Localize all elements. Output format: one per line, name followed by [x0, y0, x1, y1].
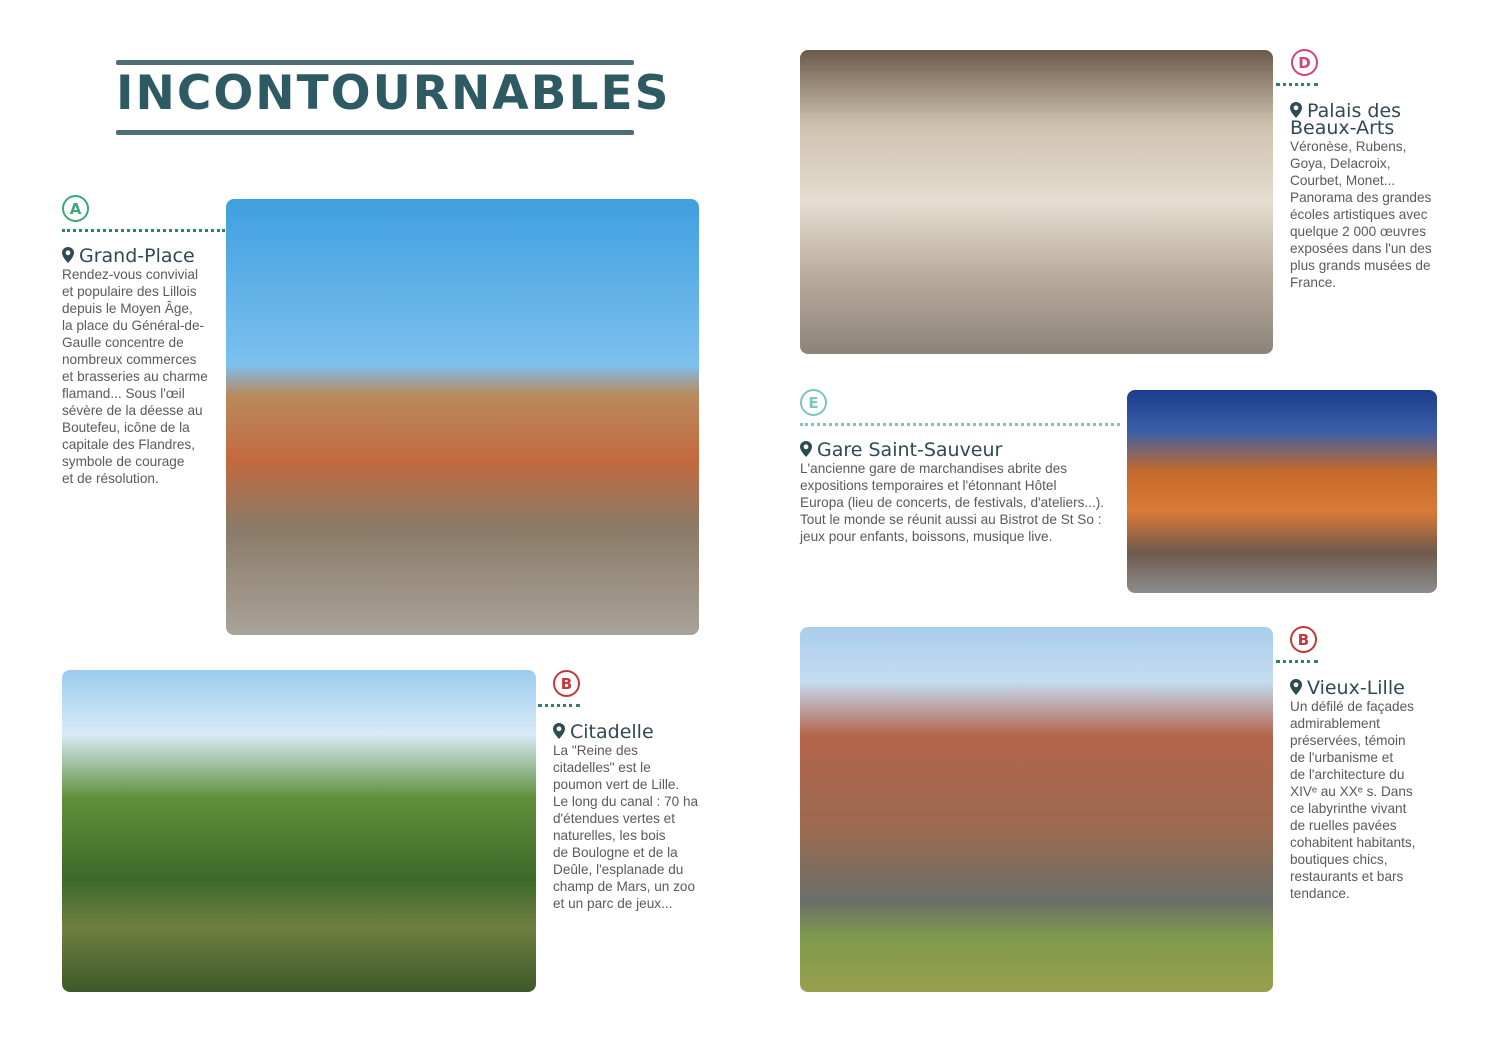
description-line: flamand... Sous l'œil [62, 386, 185, 401]
map-pin-icon [1290, 679, 1302, 695]
dotted-divider [1276, 660, 1318, 663]
map-pin-icon [553, 723, 565, 739]
sight-name: Vieux-Lille [1307, 677, 1405, 699]
description-line: France. [1290, 275, 1337, 290]
photo-grand-place [226, 199, 699, 635]
description-line: Panorama des grandes [1290, 190, 1432, 205]
title-rule-top [116, 60, 634, 65]
description-line: poumon vert de Lille. [553, 777, 680, 792]
sight-desc-palais [1290, 138, 1432, 291]
description-line: Europa (lieu de concerts, de festivals, d'ateliers...). [800, 495, 1105, 510]
dotted-divider [538, 704, 580, 707]
sight-desc-gare [800, 460, 1104, 545]
description-line: préservées, témoin [1290, 733, 1406, 748]
dotted-divider [800, 423, 1120, 426]
description-line: Deûle, l'esplanade du [553, 862, 684, 877]
description-line: capitale des Flandres, [62, 437, 195, 452]
description-line: plus grands musées de [1290, 258, 1431, 273]
description-line: sévère de la déesse au [62, 403, 203, 418]
description-line: et de résolution. [62, 471, 159, 486]
description-line: de l'urbanisme et [1290, 750, 1394, 765]
description-line: naturelles, les bois [553, 828, 666, 843]
description-line: nombreux commerces [62, 352, 197, 367]
description-line: jeux pour enfants, boissons, musique live. [800, 529, 1053, 544]
description-line: écoles artistiques avec [1290, 207, 1428, 222]
badge-e: E [800, 389, 827, 416]
description-line: Gaulle concentre de [62, 335, 184, 350]
description-line: Le long du canal : 70 ha [553, 794, 699, 809]
description-line: Un défilé de façades [1290, 699, 1414, 714]
description-line: boutiques chics, [1290, 852, 1388, 867]
description-line: quelque 2 000 œuvres [1290, 224, 1427, 239]
description-line: Rendez-vous convivial [62, 267, 199, 282]
description-line: Tout le monde se réunit aussi au Bistrot de St So : [800, 512, 1102, 527]
description-line: exposées dans l'un des [1290, 241, 1432, 256]
description-line: La "Reine des [553, 743, 638, 758]
description-line: de Boulogne et de la [553, 845, 678, 860]
sight-name: Grand-Place [79, 245, 195, 267]
description-line: tendance. [1290, 886, 1350, 901]
description-line: d'étendues vertes et [553, 811, 675, 826]
sight-title-grand-place [62, 247, 195, 265]
description-line: XIVᵉ au XXᵉ s. Dans [1290, 784, 1413, 799]
badge-b: B [1290, 626, 1317, 653]
badge-a: A [62, 195, 89, 222]
description-line: champ de Mars, un zoo [553, 879, 696, 894]
sight-name: Gare Saint-Sauveur [817, 439, 1003, 461]
badge-b: B [553, 670, 580, 697]
page-title: INCONTOURNABLES [116, 66, 671, 121]
sight-name-line: Palais des [1307, 100, 1402, 122]
sight-name: Citadelle [570, 721, 654, 743]
description-line: admirablement [1290, 716, 1380, 731]
description-line: Boutefeu, icône de la [62, 420, 190, 435]
dotted-divider [1276, 83, 1318, 86]
sight-desc-citadelle [553, 742, 698, 912]
title-rule-bottom [116, 130, 634, 135]
description-line: citadelles" est le [553, 760, 651, 775]
sight-name-line: Beaux-Arts [1290, 117, 1395, 139]
description-line: depuis le Moyen Âge, [62, 301, 193, 316]
map-pin-icon [62, 247, 74, 263]
description-line: et populaire des Lillois [62, 284, 197, 299]
map-pin-icon [800, 441, 812, 457]
description-line: Goya, Delacroix, [1290, 156, 1391, 171]
description-line: de ruelles pavées [1290, 818, 1397, 833]
dotted-divider [62, 229, 225, 232]
badge-d: D [1291, 49, 1318, 76]
photo-citadelle [62, 670, 536, 992]
description-line: de l'architecture du [1290, 767, 1405, 782]
photo-gare-saint-sauveur [1127, 390, 1437, 593]
description-line: restaurants et bars [1290, 869, 1404, 884]
sight-title-palais [1290, 102, 1401, 137]
description-line: ce labyrinthe vivant [1290, 801, 1407, 816]
description-line: et un parc de jeux... [553, 896, 673, 911]
description-line: et brasseries au charme [62, 369, 208, 384]
description-line: cohabitent habitants, [1290, 835, 1416, 850]
description-line: la place du Général-de- [62, 318, 205, 333]
description-line: symbole de courage [62, 454, 185, 469]
photo-vieux-lille [800, 627, 1273, 992]
description-line: Véronèse, Rubens, [1290, 139, 1407, 154]
sight-desc-grand-place [62, 266, 208, 487]
sight-title-vieux-lille [1290, 679, 1405, 697]
map-pin-icon [1290, 102, 1302, 118]
sight-desc-vieux-lille [1290, 698, 1415, 902]
sight-title-gare [800, 441, 1002, 459]
sight-title-citadelle [553, 723, 654, 741]
photo-palais-beaux-arts [800, 50, 1273, 354]
description-line: L'ancienne gare de marchandises abrite des [800, 461, 1068, 476]
description-line: Courbet, Monet... [1290, 173, 1396, 188]
description-line: expositions temporaires et l'étonnant Hôtel [800, 478, 1057, 493]
